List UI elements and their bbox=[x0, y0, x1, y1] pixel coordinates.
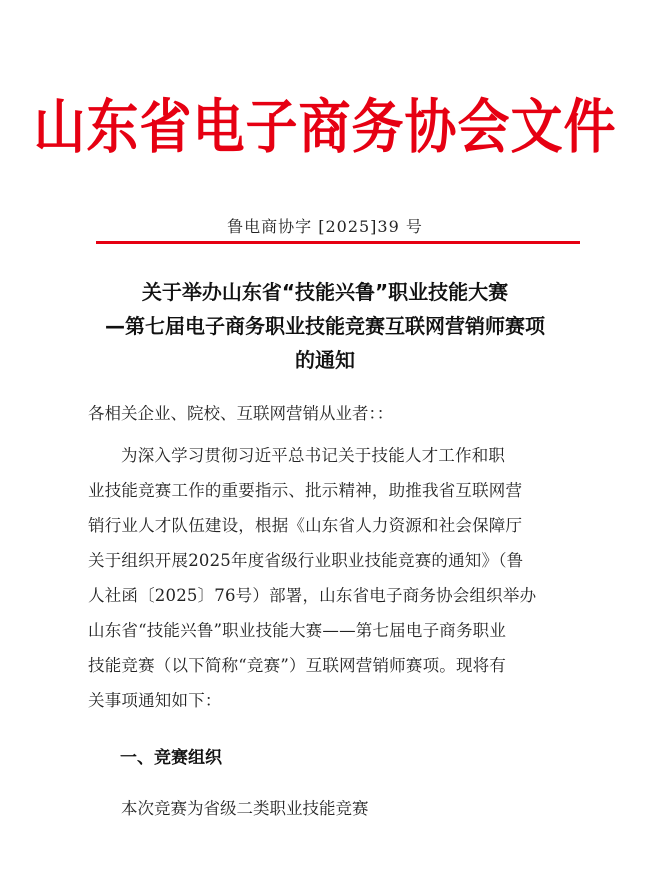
section-heading: 一、竞赛组织 bbox=[120, 748, 222, 768]
salutation: 各相关企业、院校、互联网营销从业者：： bbox=[88, 404, 394, 423]
notice-title-line-2: —第七届电子商务职业技能竞赛互联网营销师赛项 bbox=[105, 314, 545, 338]
red-divider bbox=[96, 241, 580, 244]
header-title: 山东省电子商务协会文件 bbox=[33, 94, 617, 162]
document-number: 鲁电商协字 [2025]39 号 bbox=[227, 217, 423, 236]
paragraph-line: 关事项通知如下： bbox=[88, 691, 222, 710]
paragraph-line: 人社函〔2025〕76号）部署，山东省电子商务协会组织举办 bbox=[88, 586, 537, 605]
paragraph-line: 销行业人才队伍建设，根据《山东省人力资源和社会保障厅 bbox=[88, 516, 523, 535]
paragraph-line: 技能竞赛（以下简称“竞赛”）互联网营销师赛项。现将有 bbox=[88, 656, 507, 675]
section-text: 本次竞赛为省级二类职业技能竞赛 bbox=[121, 799, 369, 818]
paragraph-line: 为深入学习贯彻习近平总书记关于技能人才工作和职 bbox=[121, 446, 506, 465]
body-paragraph bbox=[88, 438, 568, 718]
notice-title-line-3: 的通知 bbox=[295, 348, 355, 372]
paragraph-line: 山东省“技能兴鲁”职业技能大赛——第七届电子商务职业 bbox=[88, 621, 507, 640]
paragraph-line: 业技能竞赛工作的重要指示、批示精神，助推我省互联网营 bbox=[88, 481, 523, 500]
paragraph-line: 关于组织开展2025年度省级行业职业技能竞赛的通知》（鲁 bbox=[88, 551, 524, 570]
notice-title bbox=[0, 275, 650, 377]
notice-title-line-1: 关于举办山东省“技能兴鲁”职业技能大赛 bbox=[141, 280, 509, 304]
